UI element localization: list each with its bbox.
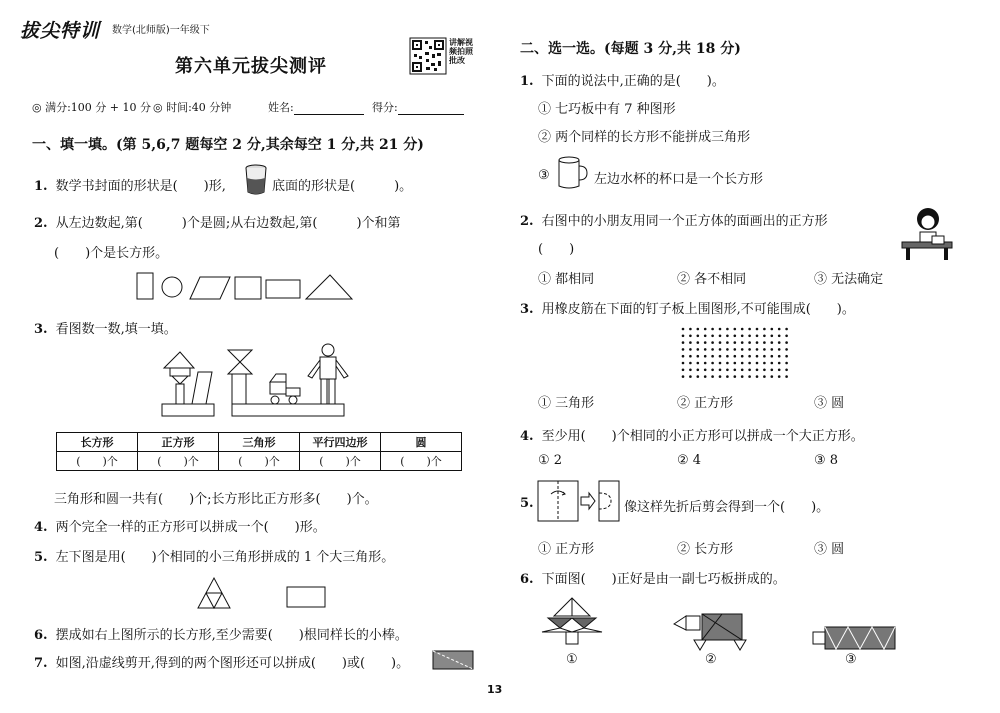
name-label: 姓名: bbox=[268, 101, 294, 114]
cup-icon bbox=[244, 164, 268, 196]
peg-dot bbox=[689, 341, 692, 344]
question-3-tail: 三角形和圆一共有( )个;长方形比正方形多( )个。 bbox=[54, 492, 378, 507]
peg-dot bbox=[741, 369, 744, 372]
rectangle-figure bbox=[286, 586, 326, 610]
peg-dot bbox=[771, 341, 774, 344]
peg-dot bbox=[719, 335, 722, 338]
choice-question-6 bbox=[520, 568, 786, 587]
wide-rectangle-shape bbox=[266, 280, 300, 298]
peg-dot bbox=[697, 362, 700, 365]
water-cup-icon bbox=[557, 156, 589, 190]
peg-dot bbox=[711, 348, 714, 351]
peg-dot bbox=[734, 328, 737, 331]
peg-dot bbox=[734, 375, 737, 378]
block-figure bbox=[158, 340, 353, 420]
option-1-c-text: 左边水杯的杯口是一个长方形 bbox=[594, 172, 764, 187]
peg-dot bbox=[711, 362, 714, 365]
peg-dot bbox=[785, 341, 788, 344]
peg-dot bbox=[771, 375, 774, 378]
peg-dot bbox=[763, 362, 766, 365]
question-text: 至少用( )个相同的小正方形可以拼成一个大正方形。 bbox=[541, 429, 864, 444]
peg-dot bbox=[734, 348, 737, 351]
circle-shape bbox=[162, 277, 182, 297]
peg-dot bbox=[682, 341, 685, 344]
peg-dot bbox=[748, 335, 751, 338]
peg-dot bbox=[771, 328, 774, 331]
peg-dot bbox=[748, 362, 751, 365]
peg-dot bbox=[756, 328, 759, 331]
option-2-c[interactable]: ③ 无法确定 bbox=[814, 272, 884, 287]
peg-dot bbox=[771, 369, 774, 372]
peg-dot bbox=[682, 355, 685, 358]
peg-dot bbox=[704, 341, 707, 344]
peg-dot bbox=[682, 335, 685, 338]
peg-dot bbox=[748, 355, 751, 358]
choice-question-3 bbox=[520, 298, 855, 317]
fold-cut-figure bbox=[537, 480, 621, 522]
peg-dot bbox=[741, 341, 744, 344]
peg-dot bbox=[778, 369, 781, 372]
peg-dot bbox=[726, 362, 729, 365]
peg-dot bbox=[726, 369, 729, 372]
question-1-tail: 底面的形状是( )。 bbox=[272, 179, 413, 194]
question-text: 下面图( )正好是由一副七巧板拼成的。 bbox=[541, 572, 786, 587]
question-7 bbox=[34, 652, 409, 671]
peg-dot bbox=[748, 328, 751, 331]
peg-dot bbox=[711, 335, 714, 338]
option-4-c[interactable]: ③ 8 bbox=[814, 453, 839, 468]
option-mark: ③ bbox=[538, 168, 550, 183]
peg-dot bbox=[726, 328, 729, 331]
peg-dot bbox=[689, 362, 692, 365]
question-number: 6. bbox=[34, 628, 48, 643]
peg-dot bbox=[719, 362, 722, 365]
question-number: 1. bbox=[34, 179, 48, 194]
tangram-label-1[interactable]: ① bbox=[566, 652, 578, 667]
score-field[interactable] bbox=[372, 99, 464, 115]
peg-dot bbox=[756, 375, 759, 378]
tangram-turtle-figure bbox=[672, 610, 752, 654]
option-4-b[interactable]: ② 4 bbox=[677, 453, 702, 468]
time-label: ◎ 时间:40 分钟 bbox=[153, 101, 232, 114]
peg-dot bbox=[734, 341, 737, 344]
peg-dot bbox=[682, 369, 685, 372]
peg-dot bbox=[726, 348, 729, 351]
question-text: 右图中的小朋友用同一个正方体的面画出的正方形 bbox=[541, 214, 828, 229]
peg-dot bbox=[734, 369, 737, 372]
table-cell[interactable]: ( )个 bbox=[138, 452, 219, 471]
peg-dot bbox=[697, 328, 700, 331]
choice-question-4 bbox=[520, 425, 864, 444]
peg-dot bbox=[711, 355, 714, 358]
table-header: 圆 bbox=[381, 433, 462, 452]
peg-dot bbox=[697, 341, 700, 344]
peg-dot bbox=[756, 369, 759, 372]
question-text: 两个完全一样的正方形可以拼成一个( )形。 bbox=[55, 520, 326, 535]
full-score-label: ◎ 满分:100 分 + 10 分 bbox=[32, 101, 151, 114]
peg-dot bbox=[734, 355, 737, 358]
option-5-c[interactable]: ③ 圆 bbox=[814, 542, 845, 557]
option-1-a[interactable]: ① 七巧板中有 7 种图形 bbox=[538, 102, 676, 117]
peg-dot bbox=[778, 328, 781, 331]
table-header-row bbox=[57, 433, 462, 452]
question-number: 7. bbox=[34, 656, 48, 671]
subject-label: 数学(北师版)一年级下 bbox=[112, 25, 210, 36]
peg-dot bbox=[726, 341, 729, 344]
brand-logo: 拔尖特训 bbox=[20, 20, 101, 42]
peg-dot bbox=[689, 328, 692, 331]
peg-dot bbox=[785, 348, 788, 351]
peg-dot bbox=[689, 335, 692, 338]
question-1 bbox=[34, 175, 226, 194]
peg-dot bbox=[726, 335, 729, 338]
table-cell[interactable]: ( )个 bbox=[219, 452, 300, 471]
peg-dot bbox=[756, 341, 759, 344]
peg-dot bbox=[682, 348, 685, 351]
option-2-a[interactable]: ① 都相同 bbox=[538, 272, 595, 287]
page-title: 第六单元拔尖测评 bbox=[175, 56, 327, 77]
table-header: 正方形 bbox=[138, 433, 219, 452]
question-3 bbox=[34, 318, 177, 337]
option-4-a[interactable]: ① 2 bbox=[538, 453, 563, 468]
question-2 bbox=[34, 212, 401, 231]
name-field[interactable] bbox=[268, 99, 364, 115]
question-text: 如图,沿虚线剪开,得到的两个图形还可以拼成( )或( )。 bbox=[55, 656, 410, 671]
question-number: 3. bbox=[520, 302, 534, 317]
peg-dot bbox=[734, 335, 737, 338]
peg-dot bbox=[785, 375, 788, 378]
peg-dot bbox=[748, 369, 751, 372]
peg-dot bbox=[778, 362, 781, 365]
question-6 bbox=[34, 624, 408, 643]
peg-dot bbox=[763, 328, 766, 331]
peg-dot bbox=[711, 341, 714, 344]
peg-dot bbox=[763, 375, 766, 378]
choice-question-2 bbox=[520, 210, 828, 229]
peg-dot bbox=[778, 355, 781, 358]
peg-dot bbox=[748, 348, 751, 351]
question-number: 1. bbox=[520, 74, 534, 89]
peg-dot bbox=[741, 348, 744, 351]
peg-dot bbox=[719, 341, 722, 344]
peg-dot bbox=[778, 375, 781, 378]
table-row bbox=[57, 452, 462, 471]
peg-dot bbox=[719, 328, 722, 331]
peg-dot bbox=[763, 355, 766, 358]
peg-dot bbox=[719, 355, 722, 358]
peg-dot bbox=[763, 341, 766, 344]
peg-dot bbox=[763, 369, 766, 372]
choice-question-5-text: 像这样先折后剪会得到一个( )。 bbox=[624, 500, 830, 515]
peg-dot bbox=[682, 362, 685, 365]
option-5-a[interactable]: ① 正方形 bbox=[538, 542, 595, 557]
table-cell[interactable]: ( )个 bbox=[381, 452, 462, 471]
peg-dot bbox=[785, 362, 788, 365]
table-cell[interactable]: ( )个 bbox=[300, 452, 381, 471]
qr-code-icon bbox=[410, 38, 446, 74]
question-text: 看图数一数,填一填。 bbox=[55, 322, 177, 337]
shape-row-figure bbox=[134, 270, 359, 302]
peg-dot bbox=[756, 348, 759, 351]
tangram-tree-figure bbox=[540, 596, 604, 656]
peg-dot bbox=[704, 375, 707, 378]
peg-dot bbox=[771, 362, 774, 365]
table-cell[interactable]: ( )个 bbox=[57, 452, 138, 471]
option-2-b[interactable]: ② 各不相同 bbox=[677, 272, 747, 287]
peg-dot bbox=[778, 341, 781, 344]
peg-dot bbox=[763, 335, 766, 338]
peg-dot bbox=[748, 375, 751, 378]
peg-dot bbox=[704, 369, 707, 372]
question-number: 4. bbox=[520, 429, 534, 444]
peg-dot bbox=[741, 375, 744, 378]
peg-dot bbox=[726, 375, 729, 378]
child-drawing-illustration bbox=[902, 206, 952, 260]
question-number: 2. bbox=[34, 216, 48, 231]
question-number: 5. bbox=[34, 550, 48, 565]
question-5 bbox=[34, 546, 394, 565]
peg-dot bbox=[741, 328, 744, 331]
question-number: 5. bbox=[520, 496, 534, 511]
peg-dot bbox=[785, 369, 788, 372]
question-text: 左下图是用( )个相同的小三角形拼成的 1 个大三角形。 bbox=[55, 550, 395, 565]
peg-dot bbox=[734, 362, 737, 365]
cut-rectangle-figure bbox=[432, 650, 474, 670]
triangle-shape bbox=[306, 275, 352, 299]
table-header: 长方形 bbox=[57, 433, 138, 452]
peg-dot bbox=[778, 335, 781, 338]
option-5-b[interactable]: ② 长方形 bbox=[677, 542, 734, 557]
peg-dot bbox=[771, 335, 774, 338]
peg-dot bbox=[748, 341, 751, 344]
option-3-b[interactable]: ② 正方形 bbox=[677, 396, 734, 411]
peg-dot bbox=[704, 362, 707, 365]
question-text: 用橡皮筋在下面的钉子板上围图形,不可能围成( )。 bbox=[541, 302, 855, 317]
option-3-a[interactable]: ① 三角形 bbox=[538, 396, 595, 411]
question-number: 2. bbox=[520, 214, 534, 229]
peg-dot bbox=[785, 355, 788, 358]
option-1-c[interactable] bbox=[538, 168, 550, 183]
peg-dot bbox=[756, 335, 759, 338]
peg-dot bbox=[719, 348, 722, 351]
peg-dot bbox=[785, 328, 788, 331]
peg-dot bbox=[756, 362, 759, 365]
tall-rectangle-shape bbox=[137, 273, 153, 299]
peg-dot bbox=[711, 375, 714, 378]
peg-dot bbox=[689, 355, 692, 358]
peg-dot bbox=[741, 355, 744, 358]
peg-dot bbox=[763, 348, 766, 351]
square-shape bbox=[235, 277, 261, 299]
table-header: 平行四边形 bbox=[300, 433, 381, 452]
question-text: 从左边数起,第( )个是圆;从右边数起,第( )个和第 bbox=[55, 216, 401, 231]
peg-dot bbox=[689, 348, 692, 351]
peg-dot bbox=[704, 348, 707, 351]
triangle-composite-figure bbox=[196, 576, 232, 610]
peg-dot bbox=[704, 328, 707, 331]
peg-dot bbox=[785, 335, 788, 338]
peg-dot bbox=[689, 369, 692, 372]
peg-dot bbox=[711, 328, 714, 331]
question-number: 6. bbox=[520, 572, 534, 587]
peg-dot bbox=[689, 375, 692, 378]
peg-dot bbox=[697, 375, 700, 378]
tangram-rectangle-figure bbox=[812, 626, 896, 650]
peg-dot bbox=[697, 355, 700, 358]
tangram-label-2[interactable]: ② bbox=[705, 652, 717, 667]
table-header: 三角形 bbox=[219, 433, 300, 452]
question-number: 4. bbox=[34, 520, 48, 535]
question-text: 摆成如右上图所示的长方形,至少需要( )根同样长的小棒。 bbox=[55, 628, 408, 643]
peg-dot bbox=[756, 355, 759, 358]
section1-title: 一、填一填。(第 5,6,7 题每空 2 分,其余每空 1 分,共 21 分) bbox=[32, 137, 424, 153]
peg-dot bbox=[771, 355, 774, 358]
peg-dot bbox=[719, 375, 722, 378]
peg-dot bbox=[726, 355, 729, 358]
tangram-label-3[interactable]: ③ bbox=[845, 652, 857, 667]
peg-dot bbox=[704, 335, 707, 338]
choice-question-2-line2: ( ) bbox=[538, 242, 575, 257]
score-label: 得分: bbox=[372, 101, 398, 114]
shape-count-table bbox=[56, 432, 462, 471]
choice-question-1 bbox=[520, 70, 725, 89]
peg-dot bbox=[719, 369, 722, 372]
peg-dot bbox=[778, 348, 781, 351]
pegboard-figure bbox=[680, 326, 790, 380]
peg-dot bbox=[711, 369, 714, 372]
peg-dot bbox=[697, 369, 700, 372]
question-text: 数学书封面的形状是( )形, bbox=[55, 179, 226, 194]
peg-dot bbox=[741, 362, 744, 365]
question-text: 下面的说法中,正确的是( )。 bbox=[541, 74, 725, 89]
peg-dot bbox=[697, 335, 700, 338]
peg-dot bbox=[771, 348, 774, 351]
option-1-b[interactable]: ② 两个同样的长方形不能拼成三角形 bbox=[538, 130, 751, 145]
peg-dot bbox=[682, 328, 685, 331]
peg-dot bbox=[741, 335, 744, 338]
question-4 bbox=[34, 516, 326, 535]
section2-title: 二、选一选。(每题 3 分,共 18 分) bbox=[520, 41, 741, 57]
parallelogram-shape bbox=[190, 277, 230, 299]
question-number: 3. bbox=[34, 322, 48, 337]
option-3-c[interactable]: ③ 圆 bbox=[814, 396, 845, 411]
qr-caption: 讲解视频拍照批改 bbox=[449, 38, 473, 65]
page-number: 13 bbox=[487, 683, 503, 696]
peg-dot bbox=[704, 355, 707, 358]
peg-dot bbox=[682, 375, 685, 378]
question-2-line2: ( )个是长方形。 bbox=[54, 246, 169, 261]
peg-dot bbox=[697, 348, 700, 351]
